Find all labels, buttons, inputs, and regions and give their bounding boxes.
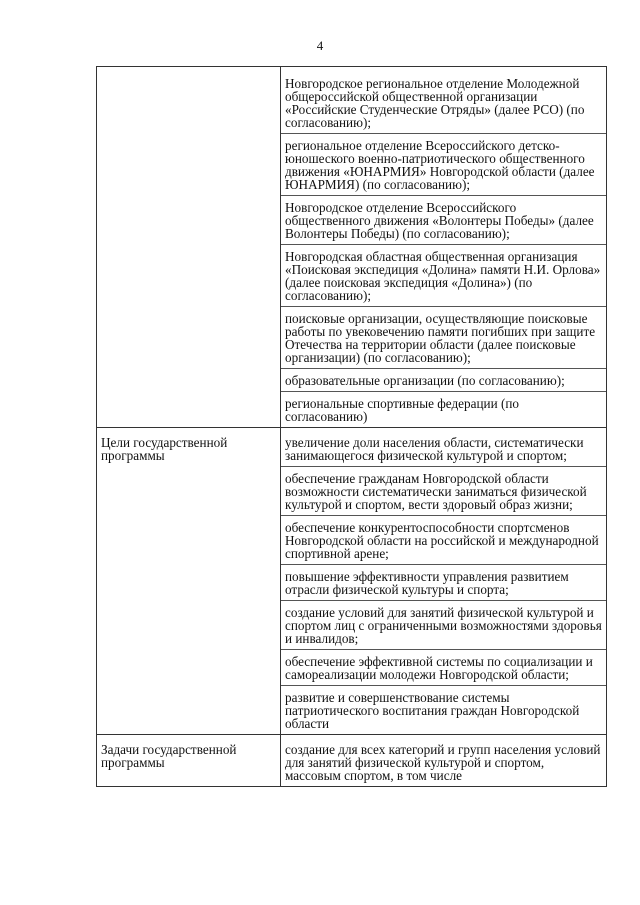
list-item: поисковые организации, осуществляющие поисковые работы по увековечению памяти погибших при защите Отечества на территории области (далее поисковые организации) (по согласованию); bbox=[281, 306, 606, 368]
table-row bbox=[97, 67, 607, 428]
row-content-cell bbox=[281, 735, 607, 787]
list-item: Новгородская областная общественная организация «Поисковая экспедиция «Долина» памяти Н.И. Орлова» (далее поисковая экспедиция «Долина») (по согласованию); bbox=[281, 244, 606, 306]
row-label: Цели государственной программы bbox=[101, 435, 228, 463]
row-content-cell bbox=[281, 67, 607, 428]
page-number: 4 bbox=[316, 38, 324, 53]
list-item: создание условий для занятий физической культурой и спортом лиц с ограниченными возможностями здоровья и инвалидов; bbox=[281, 600, 606, 649]
program-passport-table bbox=[96, 66, 607, 787]
row-label-cell bbox=[97, 428, 281, 735]
list-item: образовательные организации (по согласованию); bbox=[281, 368, 606, 391]
table-row bbox=[97, 735, 607, 787]
row-label bbox=[97, 67, 280, 75]
list-item: региональное отделение Всероссийского детско-юношеского военно-патриотического общественного движения «ЮНАРМИЯ» Новгородской области (далее ЮНАРМИЯ) (по согласованию); bbox=[281, 133, 606, 195]
list-item: региональные спортивные федерации (по согласованию) bbox=[281, 391, 606, 427]
list-item: развитие и совершенствование системы патриотического воспитания граждан Новгородской области bbox=[281, 685, 606, 734]
row-label: Задачи государственной программы bbox=[101, 742, 237, 770]
list-item: обеспечение конкурентоспособности спортсменов Новгородской области на российской и международной спортивной арене; bbox=[281, 515, 606, 564]
list-item: Новгородское отделение Всероссийского общественного движения «Волонтеры Победы» (далее Волонтеры Победы) (по согласованию); bbox=[281, 195, 606, 244]
list-item: повышение эффективности управления развитием отрасли физической культуры и спорта; bbox=[281, 564, 606, 600]
list-item: Новгородское региональное отделение Молодежной общероссийской общественной организации «Российские Студенческие Отряды» (далее РСО) (по согласованию); bbox=[285, 76, 585, 130]
list-item: обеспечение эффективной системы по социализации и самореализации молодежи Новгородской области; bbox=[281, 649, 606, 685]
row-content-cell bbox=[281, 428, 607, 735]
list-item: создание для всех категорий и групп населения условий для занятий физической культурой и спортом, массовым спортом, в том числе bbox=[285, 742, 601, 783]
list-item: обеспечение гражданам Новгородской области возможности систематически заниматься физической культурой и спортом, вести здоровый образ жизни; bbox=[281, 466, 606, 515]
row-label-cell bbox=[97, 67, 281, 428]
row-label-cell bbox=[97, 735, 281, 787]
table-row bbox=[97, 428, 607, 735]
list-item: увеличение доли населения области, систематически занимающегося физической культурой и спортом; bbox=[285, 435, 584, 463]
